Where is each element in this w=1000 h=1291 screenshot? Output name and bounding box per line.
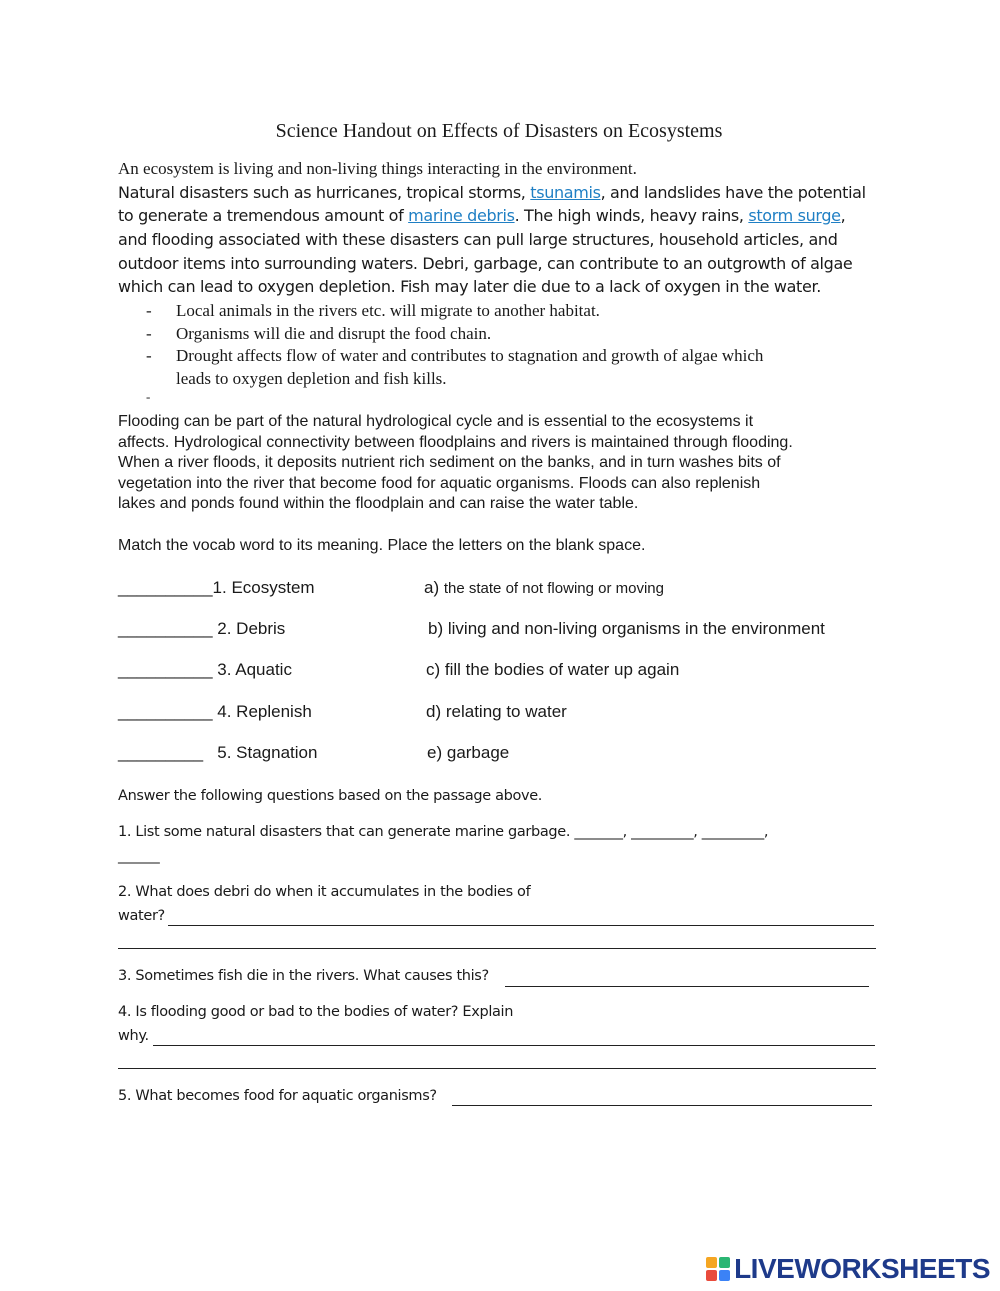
vocab-row-2: [118, 619, 285, 639]
logo-block: [706, 1257, 717, 1268]
ecosystem-definition: An ecosystem is living and non-living things interacting in the environment.: [118, 159, 637, 178]
meaning-text: fill the bodies of water up again: [444, 660, 680, 679]
logo-blocks-icon: [706, 1257, 730, 1281]
logo-block: [719, 1270, 730, 1281]
answer-blank[interactable]: __________: [118, 702, 213, 721]
meaning-letter: a): [424, 578, 440, 597]
meaning-text: garbage: [446, 743, 510, 762]
intro-text: Natural disasters such as hurricanes, tropical storms,: [118, 183, 531, 202]
question-2-cont: water?: [118, 908, 165, 924]
liveworksheets-logo: [706, 1253, 990, 1285]
marine-debris-link[interactable]: marine debris: [408, 206, 515, 225]
vocab-row-4: [118, 702, 312, 722]
answer-line[interactable]: [505, 986, 869, 987]
meaning-letter: b): [428, 619, 444, 638]
meaning-a: [424, 578, 664, 598]
page-title: Science Handout on Effects of Disasters on Ecosystems: [275, 120, 723, 142]
intro-line-3: [118, 206, 845, 225]
bullet-dash: -: [146, 346, 152, 365]
logo-block: [706, 1270, 717, 1281]
bullet-dash: -: [146, 301, 152, 320]
answer-line[interactable]: [118, 948, 876, 949]
question-5: 5. What becomes food for aquatic organisms?: [118, 1088, 437, 1104]
question-3: 3. Sometimes fish die in the rivers. What causes this?: [118, 968, 489, 984]
answer-line[interactable]: [153, 1045, 875, 1046]
vocab-row-3: [118, 660, 292, 680]
flood-line-4: vegetation into the river that become food for aquatic organisms. Floods can also replenish: [118, 475, 761, 492]
meaning-letter: c): [426, 660, 441, 679]
answer-line[interactable]: [168, 925, 874, 926]
bullet-drought: Drought affects flow of water and contributes to stagnation and growth of algae which: [176, 346, 764, 365]
answer-blank[interactable]: ______: [118, 848, 160, 864]
meaning-letter: d): [426, 702, 442, 721]
vocab-row-1: [118, 578, 315, 598]
flood-line-5: lakes and ponds found within the floodplain and can raise the water table.: [118, 495, 639, 512]
vocab-word: 2. Debris: [217, 619, 286, 638]
intro-text: ,: [840, 206, 846, 225]
bullet-migrate: Local animals in the rivers etc. will migrate to another habitat.: [176, 301, 600, 320]
bullet-dash: -: [146, 324, 152, 343]
answer-blank[interactable]: __________: [118, 619, 213, 638]
intro-line-4: and flooding associated with these disasters can pull large structures, household articles, and: [118, 230, 838, 249]
vocab-word: 3. Aquatic: [217, 660, 292, 679]
questions-instruction: Answer the following questions based on the passage above.: [118, 788, 543, 804]
meaning-d: [426, 702, 567, 722]
meaning-c: [426, 660, 679, 680]
bullet-empty-dash: -: [146, 389, 151, 404]
storm-surge-link[interactable]: storm surge: [748, 206, 841, 225]
intro-line-2: [118, 183, 866, 202]
flood-line-3: When a river floods, it deposits nutrient rich sediment on the banks, and in turn washes bits of: [118, 454, 781, 471]
bullet-food-chain: Organisms will die and disrupt the food chain.: [176, 324, 492, 343]
answer-blank[interactable]: _______, _________, _________,: [574, 824, 769, 840]
question-4: 4. Is flooding good or bad to the bodies of water? Explain: [118, 1004, 514, 1020]
intro-text: to generate a tremendous amount of: [118, 206, 409, 225]
vocab-row-5: [118, 743, 317, 763]
meaning-letter: e): [427, 743, 443, 762]
answer-blank[interactable]: __________: [118, 660, 213, 679]
answer-line[interactable]: [118, 1068, 876, 1069]
question-text: 1. List some natural disasters that can generate marine garbage.: [118, 824, 571, 840]
question-1: [118, 824, 768, 840]
bullet-drought-cont: leads to oxygen depletion and fish kills.: [176, 369, 447, 388]
answer-line[interactable]: [452, 1105, 872, 1106]
meaning-e: [427, 743, 509, 763]
match-instruction: Match the vocab word to its meaning. Place the letters on the blank space.: [118, 537, 646, 554]
logo-text: LIVEWORKSHEETS: [734, 1253, 990, 1284]
tsunamis-link[interactable]: tsunamis: [530, 183, 601, 202]
answer-blank[interactable]: __________: [118, 578, 213, 597]
logo-block: [719, 1257, 730, 1268]
flood-line-2: affects. Hydrological connectivity between floodplains and rivers is maintained through flooding.: [118, 434, 793, 451]
intro-line-5: outdoor items into surrounding waters. Debri, garbage, can contribute to an outgrowth of algae: [118, 254, 853, 273]
flood-line-1: Flooding can be part of the natural hydrological cycle and is essential to the ecosystems it: [118, 413, 754, 430]
answer-blank[interactable]: _________: [118, 743, 204, 762]
meaning-text: the state of not flowing or moving: [443, 580, 664, 597]
meaning-text: relating to water: [445, 702, 567, 721]
intro-text: . The high winds, heavy rains,: [514, 206, 749, 225]
question-2: 2. What does debri do when it accumulates in the bodies of: [118, 884, 531, 900]
meaning-b: [428, 619, 825, 639]
vocab-word: 1. Ecosystem: [212, 578, 315, 597]
meaning-text: living and non-living organisms in the environment: [447, 619, 825, 638]
question-4-cont: why.: [118, 1028, 149, 1044]
intro-text: , and landslides have the potential: [600, 183, 866, 202]
intro-line-6: which can lead to oxygen depletion. Fish may later die due to a lack of oxygen in the water.: [118, 277, 821, 296]
vocab-word: 5. Stagnation: [217, 743, 318, 762]
vocab-word: 4. Replenish: [217, 702, 312, 721]
